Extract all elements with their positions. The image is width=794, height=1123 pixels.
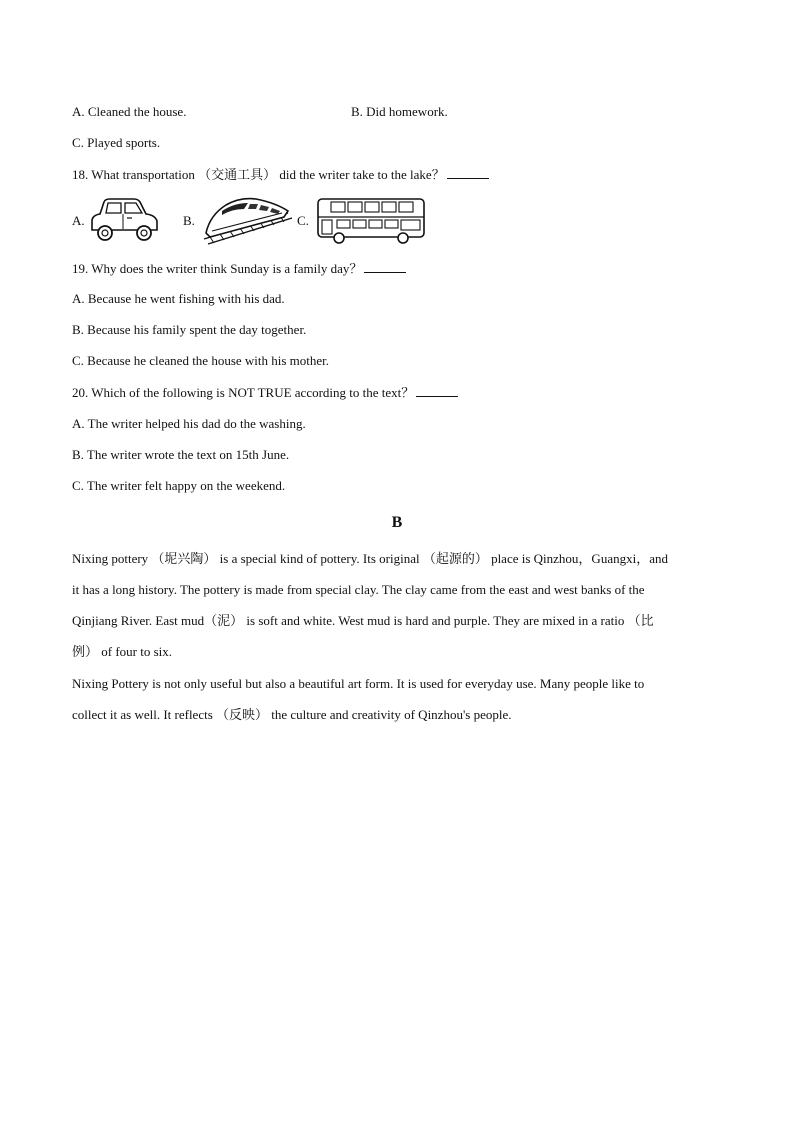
q18-stem-text: 18. What transportation （交通工具） did the writer take to the lake？ [72,167,445,182]
q19-option-a: A. Because he went fishing with his dad. [72,291,285,306]
paragraph-1-line: it has a long history. The pottery is made from special clay. The clay came from the east and west banks of the [72,582,645,597]
q20-stem-text: 20. Which of the following is NOT TRUE according to the text？ [72,385,415,400]
q20-option-c: C. The writer felt happy on the weekend. [72,478,286,493]
q19-answer-blank [364,260,406,273]
q19-stem [72,260,406,277]
q18-option-a-label: A. [72,213,85,228]
q20-answer-blank [416,384,458,397]
paragraph-1-line: 例） of four to six. [72,644,173,659]
q20-option-b: B. The writer wrote the text on 15th June. [72,447,290,462]
car-icon [88,196,160,244]
q17-option-a: A. Cleaned the house. [72,104,187,119]
q17-option-c: C. Played sports. [72,135,161,150]
q17-option-b: B. Did homework. [351,104,448,119]
section-b-title: B [391,514,403,531]
q20-stem [72,384,458,401]
q18-option-b-label: B. [183,213,195,228]
high-speed-train-icon [196,193,294,245]
q18-answer-blank [447,166,489,179]
paragraph-2-line: Nixing Pottery is not only useful but also a beautiful art form. It is used for everyday use. Many people like to [72,676,645,691]
double-decker-bus-icon [315,197,427,245]
q18-stem [72,166,489,183]
paragraph-1-line: Nixing pottery （坭兴陶） is a special kind of pottery. Its original （起源的） place is Qinzhou，Guangxi，and [72,551,668,566]
q19-stem-text: 19. Why does the writer think Sunday is a family day？ [72,261,363,276]
q19-option-b: B. Because his family spent the day together. [72,322,307,337]
q20-option-a: A. The writer helped his dad do the washing. [72,416,306,431]
paragraph-2-line: collect it as well. It reflects （反映） the culture and creativity of Qinzhou's people. [72,707,512,722]
q19-option-c: C. Because he cleaned the house with his mother. [72,353,330,368]
paragraph-1-line: Qinjiang River. East mud（泥） is soft and white. West mud is hard and purple. They are mixed in a ratio （比 [72,613,654,628]
q18-option-c-label: C. [297,213,309,228]
